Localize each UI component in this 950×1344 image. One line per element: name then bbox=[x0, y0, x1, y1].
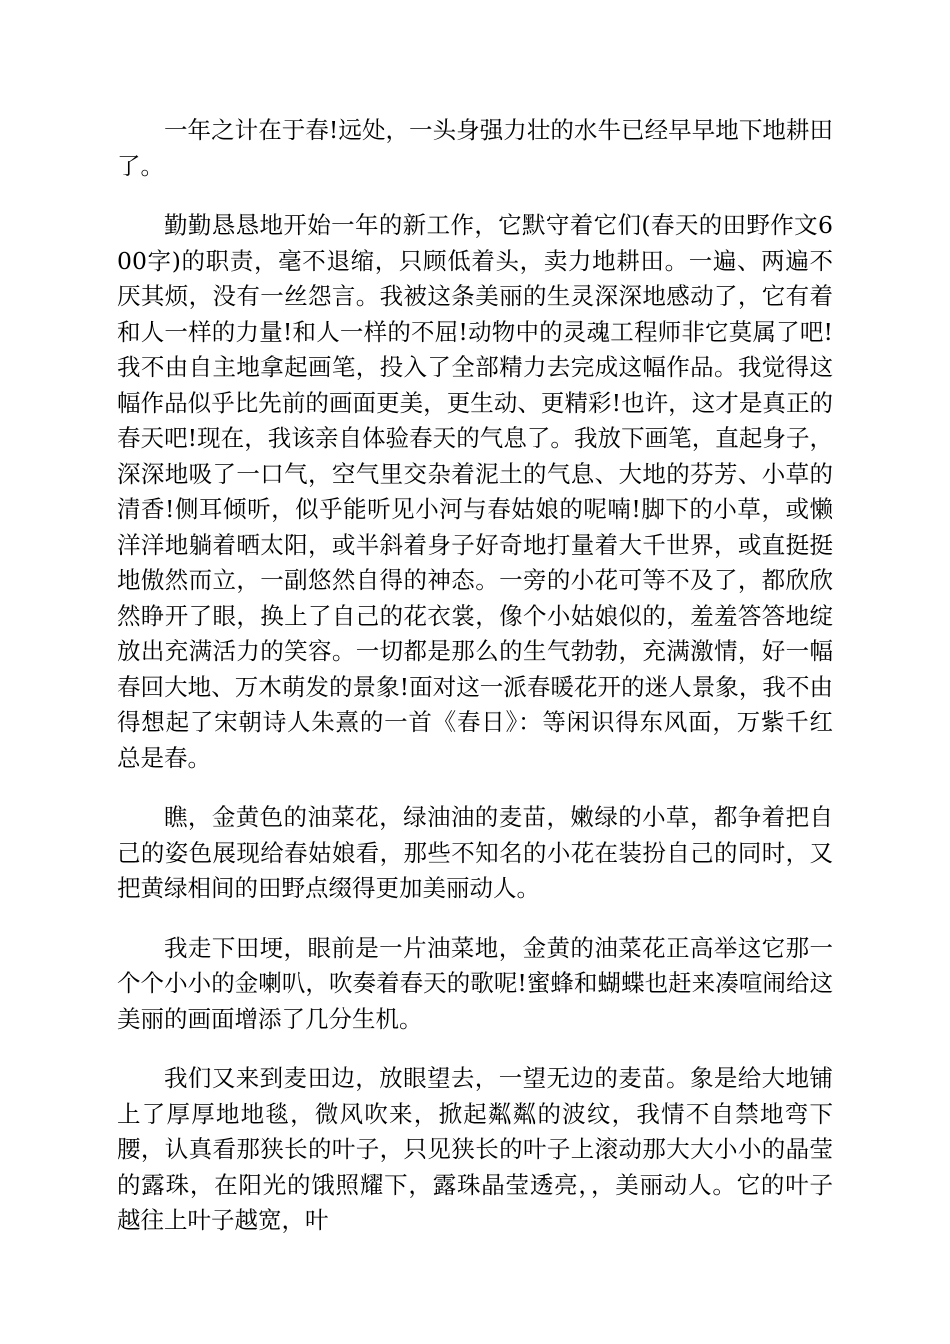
paragraph-5: 我们又来到麦田边，放眼望去，一望无边的麦苗。象是给大地铺上了厚厚地地毯，微风吹来，掀起粼粼的波纹，我情不自禁地弯下腰，认真看那狭长的叶子，只见狭长的叶子上滚动那大大小小的晶莹的露珠，在阳光的饿照耀下，露珠晶莹透亮，，美丽动人。它的叶子越往上叶子越宽，叶 bbox=[117, 1064, 833, 1234]
paragraph-2: 勤勤恳恳地开始一年的新工作，它默守着它们(春天的田野作文600字)的职责，毫不退缩，只顾低着头，卖力地耕田。一遍、两遍不厌其烦，没有一丝怨言。我被这条美丽的生灵深深地感动了，它有着和人一样的力量!和人一样的不屈!动物中的灵魂工程师非它莫属了吧!我不由自主地拿起画笔，投入了全部精力去完成这幅作品。我觉得这幅作品似乎比先前的画面更美，更生动、更精彩!也许，这才是真正的春天吧!现在，我该亲自体验春天的气息了。我放下画笔，直起身子，深深地吸了一口气，空气里交杂着泥土的气息、大地的芬芳、小草的清香!侧耳倾听，似乎能听见小河与春姑娘的呢喃!脚下的小草，或懒洋洋地躺着晒太阳，或半斜着身子好奇地打量着大千世界，或直挺挺地傲然而立，一副悠然自得的神态。一旁的小花可等不及了，都欣欣然睁开了眼，换上了自己的花衣裳，像个小姑娘似的，羞羞答答地绽放出充满活力的笑容。一切都是那么的生气勃勃，充满激情，好一幅春回大地、万木萌发的景象!面对这一派春暖花开的迷人景象，我不由得想起了宋朝诗人朱熹的一首《春日》：等闲识得东风面，万紫千红总是春。 bbox=[117, 211, 833, 772]
paragraph-1: 一年之计在于春!远处，一头身强力壮的水牛已经早早地下地耕田了。 bbox=[117, 116, 833, 180]
paragraph-4: 我走下田埂，眼前是一片油菜地，金黄的油菜花正高举这它那一个个小小的金喇叭，吹奏着春天的歌呢!蜜蜂和蝴蝶也赶来凑喧闹给这美丽的画面增添了几分生机。 bbox=[117, 933, 833, 1033]
paragraph-3: 瞧，金黄色的油菜花，绿油油的麦苗，嫩绿的小草，都争着把自己的姿色展现给春姑娘看，那些不知名的小花在装扮自己的同时，又把黄绿相间的田野点缀得更加美丽动人。 bbox=[117, 803, 833, 902]
document-body bbox=[117, 113, 833, 1263]
